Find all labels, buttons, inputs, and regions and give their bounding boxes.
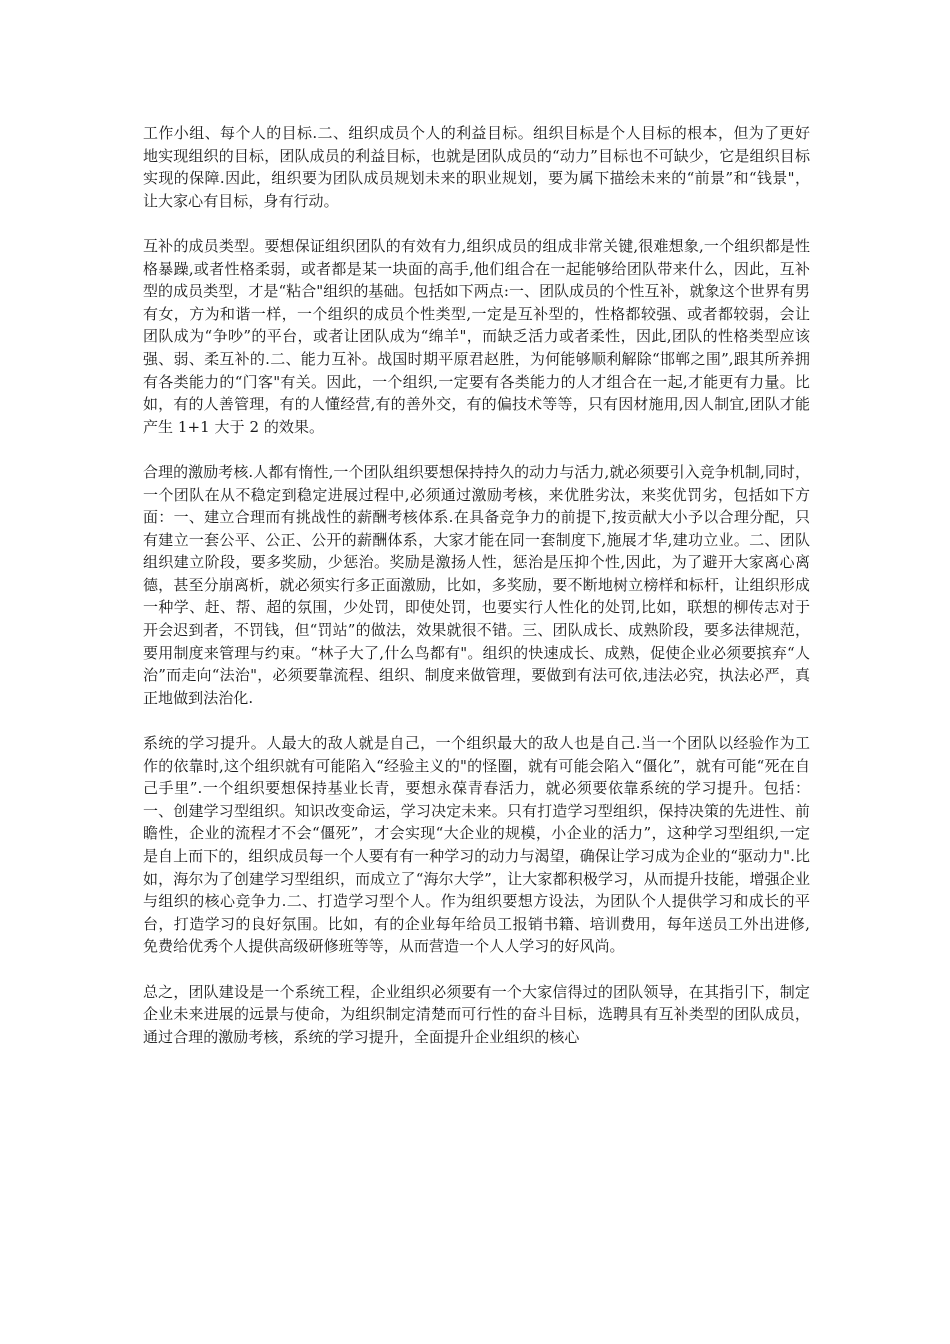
paragraph-incentive-assessment: 合理的激励考核.人都有惰性,一个团队组织要想保持持久的动力与活力,就必须要引入竞争机制,同时，一个团队在从不稳定到稳定进展过程中,必须通过激励考核，来优胜劣汰，来奖优罚劣，包括如下方面：一、建立合理而有挑战性的薪酬考核体系.在具备竞争力的前提下,按贡献大小予以合理分配，只有建立一套公平、公正、公开的薪酬体系，大家才能在同一套制度下,施展才华,建功立业。二、团队组织建立阶段，要多奖励，少惩治。奖励是激扬人性，惩治是压抑个性,因此，为了避开大家离心离德，甚至分崩离析，就必须实行多正面激励，比如，多奖励，要不断地树立榜样和标杆，让组织形成一种学、赶、帮、超的氛围，少处罚，即使处罚，也要实行人性化的处罚,比如，联想的柳传志对于开会迟到者，不罚钱，但“罚站”的做法，效果就很不错。三、团队成长、成熟阶段，要多法律规范，要用制度来管理与约束。“林子大了,什么鸟都有"。组织的快速成长、成熟，促使企业必须要摈弃“人治”而走向“法治"，必须要靠流程、组织、制度来做管理，要做到有法可依,违法必究，执法必严，真正地做到法治化. <box>143 462 810 707</box>
paragraph-systematic-learning: 系统的学习提升。人最大的敌人就是自己，一个组织最大的敌人也是自己.当一个团队以经验作为工作的依靠时,这个组织就有可能陷入“经验主义的"的怪圈，就有可能会陷入“僵化”，就有可能“死在自己手里”.一个组织要想保持基业长青，要想永葆青春活力，就必须要依靠系统的学习提升。包括：一、创建学习型组织。知识改变命运，学习决定未来。只有打造学习型组织，保持决策的先进性、前瞻性，企业的流程才不会“僵死”，才会实现“大企业的规模，小企业的活力”，这种学习型组织,一定是自上而下的，组织成员每一个人要有有一种学习的动力与渴望，确保让学习成为企业的“驱动力".比如，海尔为了创建学习型组织，而成立了“海尔大学”，让大家都积极学习，从而提升技能，增强企业与组织的核心竞争力.二、打造学习型个人。作为组织要想方设法，为团队个人提供学习和成长的平台，打造学习的良好氛围。比如，有的企业每年给员工报销书籍、培训费用，每年送员工外出进修,免费给优秀个人提供高级研修班等等，从而营造一个人人学习的好风尚。 <box>143 734 810 956</box>
paragraph-goals: 工作小组、每个人的目标.二、组织成员个人的利益目标。组织目标是个人目标的根本，但为了更好地实现组织的目标，团队成员的利益目标，也就是团队成员的“动力”目标也不可缺少，它是组织目标实现的保障.因此，组织要为团队成员规划未来的职业规划，要为属下描绘未来的“前景”和“钱景"，让大家心有目标，身有行动。 <box>143 124 810 210</box>
paragraph-complementary-members: 互补的成员类型。要想保证组织团队的有效有力,组织成员的组成非常关键,很难想象,一个组织都是性格暴躁,或者性格柔弱，或者都是某一块面的高手,他们组合在一起能够给团队带来什么，因此，互补型的成员类型，才是“粘合"组织的基础。包括如下两点:一、团队成员的个性互补，就象这个世界有男有女，方为和谐一样，一个组织的成员个性类型,一定是互补型的，性格都较强、或者都较弱，会让团队成为“争吵”的平台，或者让团队成为“绵羊"，而缺乏活力或者柔性，因此,团队的性格类型应该强、弱、柔互补的.二、能力互补。战国时期平原君赵胜，为何能够顺利解除“邯郸之围”,跟其所养拥有各类能力的“门客"有关。因此，一个组织,一定要有各类能力的人才组合在一起,才能更有力量。比如，有的人善管理，有的人懂经营,有的善外交，有的偏技术等等，只有因材施用,因人制宜,团队才能产生 1+1 大于 2 的效果。 <box>143 236 810 436</box>
document-body <box>143 122 810 1071</box>
paragraph-conclusion: 总之，团队建设是一个系统工程，企业组织必须要有一个大家信得过的团队领导，在其指引下，制定企业未来进展的远景与使命，为组织制定清楚而可行性的奋斗目标，选聘具有互补类型的团队成员，通过合理的激励考核，系统的学习提升，全面提升企业组织的核心 <box>143 982 810 1046</box>
